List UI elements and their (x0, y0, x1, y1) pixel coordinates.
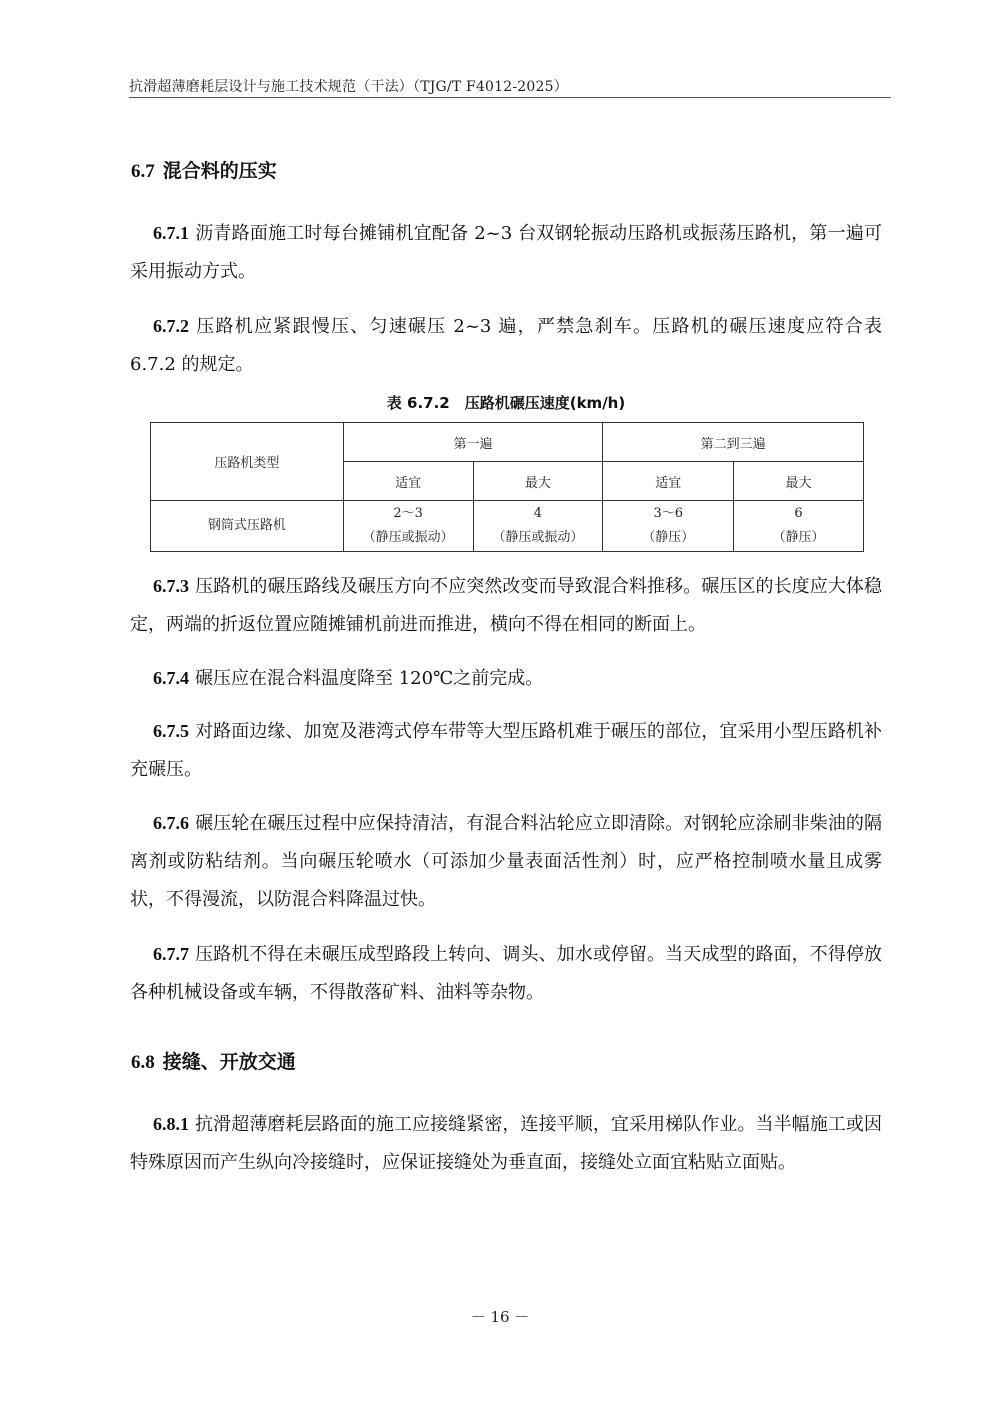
cell-value: 3～6 (653, 506, 683, 521)
clause-text: 压路机应紧跟慢压、匀速碾压 2~3 遍，严禁急刹车。压路机的碾压速度应符合表 6.7.2 的规定。 (130, 316, 882, 375)
cell-note: （静压或振动） (492, 530, 584, 545)
group-header-second-third-pass: 第二到三遍 (603, 423, 864, 462)
clause-text: 对路面边缘、加宽及港湾式停车带等大型压路机难于碾压的部位，宜采用小型压路机补充碾压。 (130, 721, 882, 780)
table-cell (603, 501, 734, 552)
clause-number: 6.7.6 (153, 813, 189, 833)
page-number: － 16 － (470, 1308, 530, 1326)
table-cell (734, 501, 864, 552)
subheader-cell: 最大 (734, 462, 864, 501)
clause-text: 压路机的碾压路线及碾压方向不应突然改变而导致混合料推移。碾压区的长度应大体稳定，两端的折返位置应随摊铺机前进而推进，横向不得在相同的断面上。 (130, 576, 882, 635)
running-header: 抗滑超薄磨耗层设计与施工技术规范（干法）（TJG/T F4012-2025） (129, 79, 568, 95)
cell-note: （静压） (772, 530, 825, 545)
clause-number: 6.7.1 (153, 223, 189, 243)
cell-value: 4 (533, 506, 543, 521)
section-number: 6.8 (131, 1052, 155, 1073)
section-number: 6.7 (131, 161, 155, 182)
clause-number: 6.7.4 (153, 668, 189, 688)
col-header-roller-type: 压路机类型 (151, 423, 344, 501)
cell-note: （静压） (642, 530, 695, 545)
cell-value: 6 (794, 506, 803, 521)
clause-6-7-3 (130, 567, 882, 644)
clause-text: 沥青路面施工时每台摊铺机宜配备 2~3 台双钢轮振动压路机或振荡压路机，第一遍可采用振动方式。 (130, 223, 882, 282)
clause-6-7-7 (130, 935, 882, 1012)
table-caption: 表 6.7.2 压路机碾压速度(km/h) (386, 394, 626, 412)
clause-number: 6.7.7 (153, 944, 189, 964)
clause-text: 抗滑超薄磨耗层路面的施工应接缝紧密，连接平顺，宜采用梯队作业。当半幅施工或因特殊原因而产生纵向冷接缝时，应保证接缝处为垂直面，接缝处立面宜粘贴立面贴。 (130, 1114, 882, 1173)
subheader-cell: 最大 (473, 462, 603, 501)
table-header-row (151, 423, 864, 462)
table-cell (343, 501, 473, 552)
clause-6-8-1 (130, 1105, 882, 1182)
header-rule (129, 97, 891, 98)
clause-number: 6.7.3 (153, 576, 189, 596)
clause-6-7-5 (130, 712, 882, 789)
clause-number: 6.8.1 (153, 1114, 189, 1134)
section-heading: 接缝、开放交通 (162, 1051, 296, 1073)
section-heading: 混合料的压实 (162, 160, 277, 182)
cell-value: 2～3 (393, 506, 423, 521)
section-title-6-8 (131, 1047, 296, 1074)
clause-6-7-2 (130, 307, 882, 384)
rolling-speed-table (150, 422, 864, 552)
clause-number: 6.7.5 (153, 721, 189, 741)
row-label: 钢筒式压路机 (151, 501, 344, 552)
table-row (151, 501, 864, 552)
clause-text: 碾压应在混合料温度降至 120℃之前完成。 (195, 668, 544, 689)
subheader-cell: 适宜 (343, 462, 473, 501)
clause-number: 6.7.2 (153, 316, 189, 336)
section-title-6-7 (131, 156, 277, 183)
cell-note: （静压或振动） (362, 530, 454, 545)
clause-6-7-1 (130, 214, 882, 291)
clause-6-7-4 (130, 659, 882, 698)
subheader-cell: 适宜 (603, 462, 734, 501)
clause-text: 碾压轮在碾压过程中应保持清洁，有混合料沾轮应立即清除。对钢轮应涂刷非柴油的隔离剂或防粘结剂。当向碾压轮喷水（可添加少量表面活性剂）时，应严格控制喷水量且成雾状，不得漫流，以防混合料降温过快。 (130, 813, 882, 910)
group-header-first-pass: 第一遍 (343, 423, 603, 462)
clause-6-7-6 (130, 804, 882, 919)
clause-text: 压路机不得在未碾压成型路段上转向、调头、加水或停留。当天成型的路面，不得停放各种机械设备或车辆，不得散落矿料、油料等杂物。 (130, 944, 882, 1003)
table-cell (473, 501, 603, 552)
